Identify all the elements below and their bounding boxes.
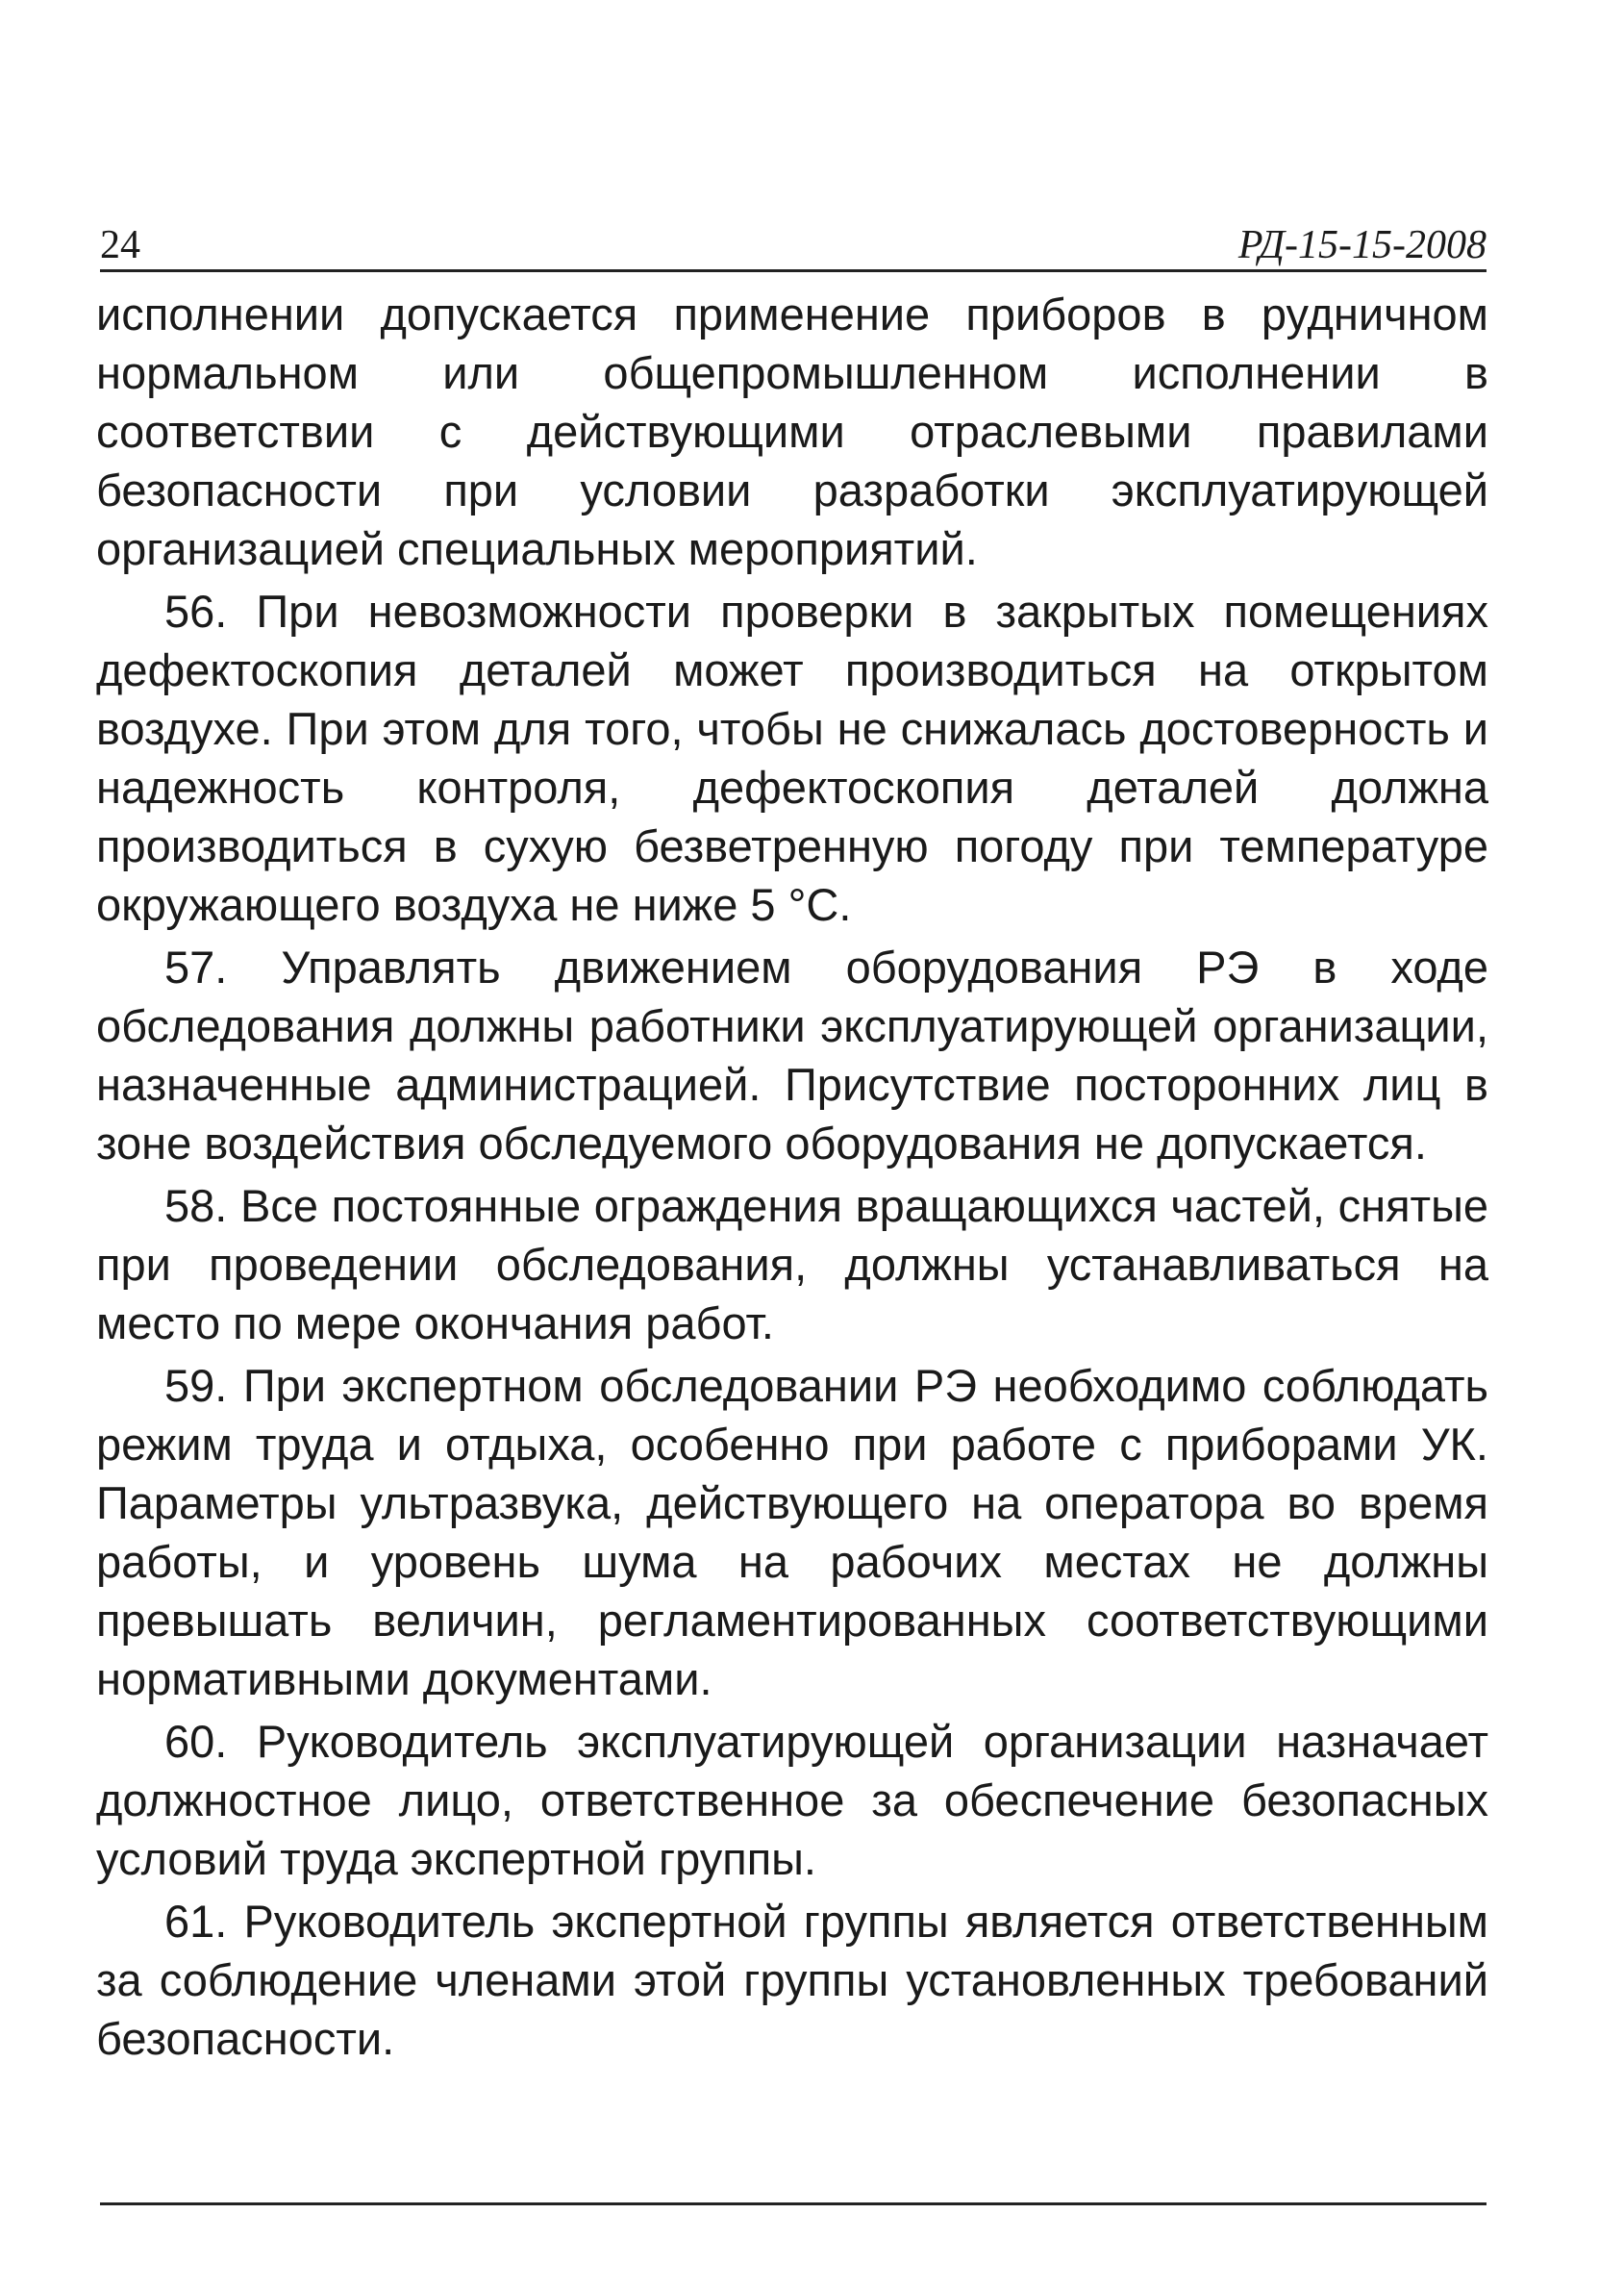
page-header [100, 210, 1487, 272]
paragraph-60: 60. Руководитель эксплуатирующей организации назначает должностное лицо, ответственное за обеспечение безопасных условий труда экспертной группы. [96, 1716, 1488, 1884]
document-code: РД-15-15-2008 [1237, 223, 1487, 267]
document-body [96, 285, 1488, 2072]
paragraph-58: 58. Все постоянные ограждения вращающихся частей, снятые при проведении обследования, должны устанавливаться на место по мере окончания работ. [96, 1180, 1488, 1348]
page-number: 24 [100, 223, 140, 267]
paragraph-56: 56. При невозможности проверки в закрытых помещениях дефектоскопия деталей может производиться на открытом воздухе. При этом для того, чтобы не снижалась достоверность и надежность контроля, дефектоскопия деталей должна производиться в сухую безветренную погоду при температуре окружающего воздуха не ниже 5 °С. [96, 586, 1488, 930]
paragraph-57: 57. Управлять движением оборудования РЭ в ходе обследования должны работники эксплуатирующей организации, назначенные администрацией. Присутствие посторонних лиц в зоне воздействия обследуемого оборудования не допускается. [96, 942, 1488, 1169]
paragraph-continuation: исполнении допускается применение приборов в рудничном нормальном или общепромышленном исполнении в соответствии с действующими отраслевыми правилами безопасности при условии разработки эксплуатирующей организацией специальных мероприятий. [96, 289, 1488, 574]
footer-rule [100, 2202, 1487, 2205]
paragraph-59: 59. При экспертном обследовании РЭ необходимо соблюдать режим труда и отдыха, особенно при работе с приборами УК. Параметры ультразвука, действующего на оператора во время работы, и уровень шума на рабочих местах не должны превышать величин, регламентированных соответствующими нормативными документами. [96, 1360, 1488, 1704]
paragraph-61: 61. Руководитель экспертной группы является ответственным за соблюдение членами этой группы установленных требований безопасности. [96, 1896, 1488, 2064]
